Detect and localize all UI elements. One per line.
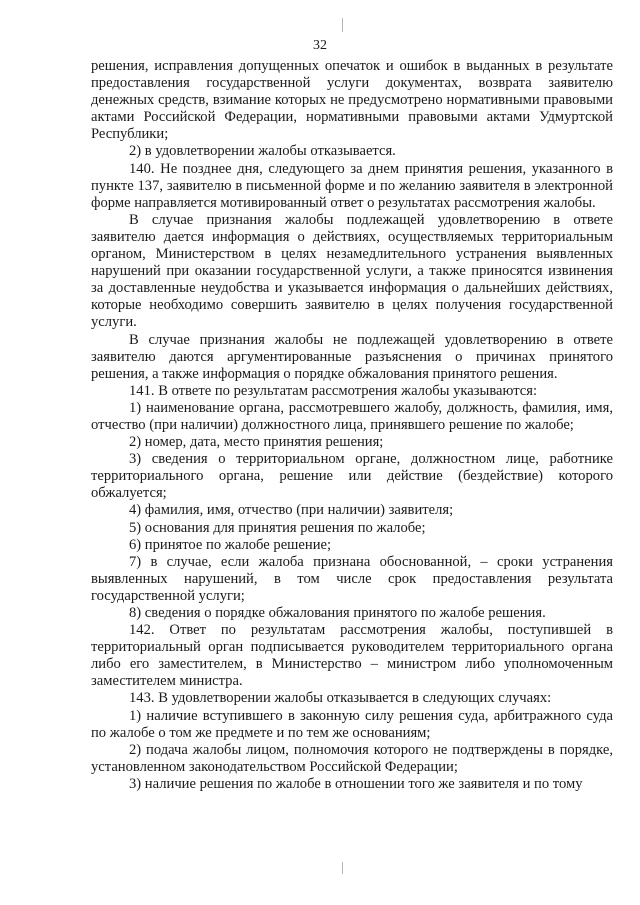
list-item-141-2: 2) номер, дата, место принятия решения;	[129, 434, 384, 451]
paragraph-item-2-refuse: 2) в удовлетворении жалобы отказывается.	[129, 143, 396, 160]
list-item-143-2: 2) подача жалобы лицом, полномочия которого не подтверждены в порядке, установленном законодательством Российской Федерации;	[91, 741, 613, 775]
list-item-141-5: 5) основания для принятия решения по жалобе;	[129, 519, 426, 536]
list-item-141-6: 6) принятое по жалобе решение;	[129, 536, 332, 553]
scan-fold-mark-top	[342, 18, 343, 32]
list-item-143-1: 1) наличие вступившего в законную силу решения суда, арбитражного суда по жалобе о том же предмете и по тем же основаниям;	[91, 707, 613, 741]
list-item-141-8: 8) сведения о порядке обжалования принятого по жалобе решения.	[129, 605, 546, 621]
page-number: 32	[313, 38, 327, 53]
paragraph-143: 143. В удовлетворении жалобы отказывается в следующих случаях:	[129, 690, 552, 707]
paragraph-141: 141. В ответе по результатам рассмотрения жалобы указываются:	[129, 382, 538, 399]
list-item-141-4: 4) фамилия, имя, отчество (при наличии) заявителя;	[129, 502, 454, 519]
paragraph-142: 142. Ответ по результатам рассмотрения жалобы, поступившей в территориальный орган подписывается руководителем территориального органа либо его заместителем, в Министерство – министром либо уполномоченным заместителем министра.	[91, 622, 613, 690]
paragraph-complaint-satisfied: В случае признания жалобы подлежащей удовлетворению в ответе заявителю дается информация о действиях, осуществляемых территориальным органом, Министерством в целях незамедлительного устранения выявленных нарушений при оказании государственной услуги, а также приносятся извинения за доставленные неудобства и указывается информация о дальнейших действиях, которые необходимо совершить заявителю в целях получения государственной услуги.	[91, 211, 613, 331]
paragraph-continuation: решения, исправления допущенных опечаток и ошибок в выданных в результате предоставления государственной услуги документах, возврата заявителю денежных средств, взимание которых не предусмотрено нормативными правовыми актами Российской Федерации, нормативными правовыми актами Удмуртской Республики;	[91, 58, 613, 143]
paragraph-140: 140. Не позднее дня, следующего за днем принятия решения, указанного в пункте 137, заявителю в письменной форме и по желанию заявителя в электронной форме направляется мотивированный ответ о результатах рассмотрения жалобы.	[91, 160, 613, 211]
list-item-143-3: 3) наличие решения по жалобе в отношении того же заявителя и по тому	[129, 775, 583, 792]
list-item-141-7: 7) в случае, если жалоба признана обоснованной, – сроки устранения выявленных нарушений, в том числе срок предоставления результата государственной услуги;	[91, 553, 613, 604]
scan-fold-mark-bottom	[342, 862, 343, 874]
paragraph-complaint-not-satisfied: В случае признания жалобы не подлежащей удовлетворению в ответе заявителю даются аргументированные разъяснения о причинах принятого решения, а также информация о порядке обжалования принятого решения.	[91, 331, 613, 382]
list-item-141-1: 1) наименование органа, рассмотревшего жалобу, должность, фамилия, имя, отчество (при наличии) должностного лица, принявшего решение по жалобе;	[91, 399, 613, 433]
document-body	[91, 58, 613, 793]
list-item-141-3: 3) сведения о территориальном органе, должностном лице, работнике территориального органа, решение или действие (бездействие) которого обжалуется;	[91, 451, 613, 502]
